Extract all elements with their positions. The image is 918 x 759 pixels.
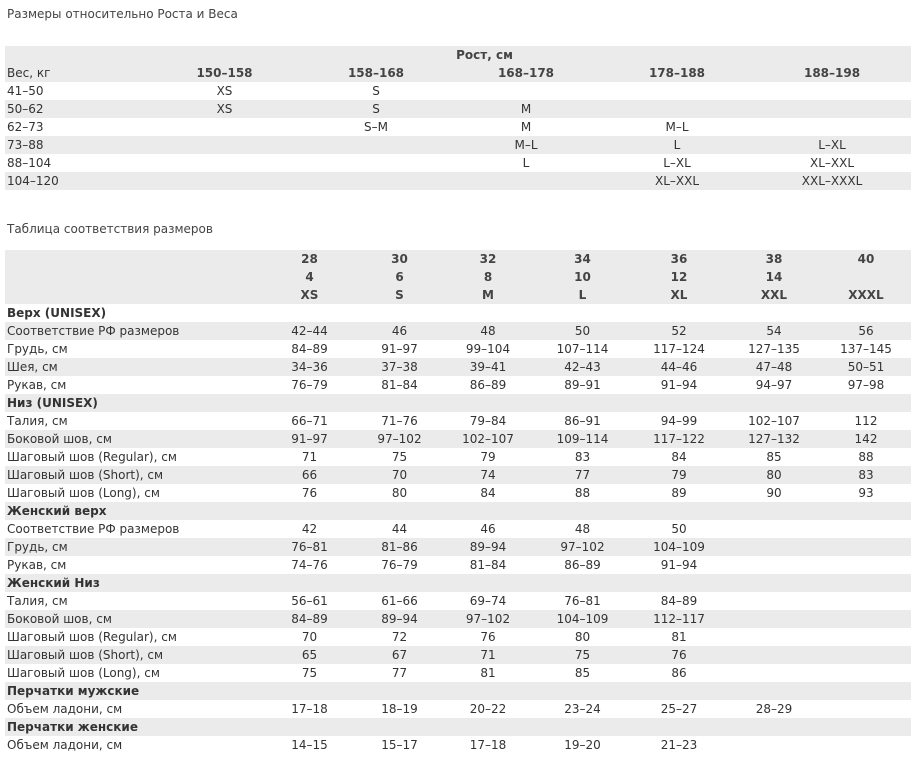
measurement-cell: 76–81: [564, 594, 601, 608]
measurement-cell: 102–107: [748, 414, 800, 428]
table-row: [5, 700, 911, 718]
measurement-label: Шаговый шов (Long), см: [7, 666, 160, 680]
measurement-cell: [821, 628, 911, 646]
measurement-cell: 50: [574, 324, 591, 338]
measurement-label: Соответствие РФ размеров: [7, 522, 180, 536]
size-cell: L–XL: [663, 156, 691, 170]
size-header-row: [5, 250, 911, 268]
table-row: [5, 358, 911, 376]
size-cell: XS: [216, 102, 233, 116]
table-row: [5, 664, 911, 682]
measurement-label: Боковой шов, см: [7, 432, 112, 446]
measurement-cell: 97–102: [377, 432, 422, 446]
size-cell: [301, 154, 451, 172]
size-header-row: [5, 286, 911, 304]
measurement-cell: 42–44: [291, 324, 328, 338]
measurement-cell: 137–145: [840, 342, 892, 356]
table-row: [5, 556, 911, 574]
size-header-cell: 10: [574, 270, 591, 284]
section-title: Перчатки женские: [7, 720, 138, 734]
measurement-cell: 81–84: [469, 558, 507, 572]
measurement-cell: 77: [574, 468, 591, 482]
measurement-cell: 86: [671, 666, 687, 680]
measurement-cell: 56: [858, 324, 874, 338]
measurement-cell: 127–132: [748, 432, 800, 446]
measurement-cell: 61–66: [381, 594, 418, 608]
measurement-cell: 90: [766, 486, 782, 500]
size-header-cell: S: [395, 288, 404, 302]
measurement-cell: 86–89: [469, 378, 507, 392]
section-title: Перчатки мужские: [7, 684, 140, 698]
measurement-cell: 88: [858, 450, 874, 464]
measurement-cell: 37–38: [381, 360, 418, 374]
measurement-cell: 85: [574, 666, 591, 680]
size-cell: [451, 82, 601, 100]
measurement-cell: 117–124: [653, 342, 705, 356]
measurement-cell: 70: [301, 630, 318, 644]
measurement-cell: [727, 664, 821, 682]
table-row: [5, 136, 911, 154]
measurement-cell: 23–24: [564, 702, 601, 716]
measurement-cell: 91–97: [291, 432, 328, 446]
section-title: Женский Низ: [7, 576, 100, 590]
section-title-row: [5, 718, 911, 736]
table-row: [5, 448, 911, 466]
size-cell: S–M: [364, 120, 388, 134]
measurement-cell: 83: [574, 450, 591, 464]
measurement-cell: [727, 628, 821, 646]
measurement-cell: 76–79: [381, 558, 418, 572]
measurement-cell: 25–27: [660, 702, 698, 716]
size-header-cell: [821, 268, 911, 286]
size-header-row: [5, 268, 911, 286]
size-header-cell: XS: [300, 288, 319, 302]
measurement-cell: 15–17: [381, 738, 418, 752]
measurement-cell: 127–135: [748, 342, 800, 356]
measurement-cell: 17–18: [291, 702, 328, 716]
measurement-cell: 75: [301, 666, 318, 680]
measurement-cell: 89: [671, 486, 687, 500]
weight-range-label: 41–50: [7, 84, 44, 98]
measurement-cell: 79–84: [469, 414, 507, 428]
measurement-cell: 66–71: [291, 414, 328, 428]
measurement-cell: 79: [671, 468, 687, 482]
measurement-cell: 84–89: [291, 342, 328, 356]
table-row: [5, 430, 911, 448]
size-header-cell: 40: [857, 252, 875, 266]
measurement-label: Боковой шов, см: [7, 612, 112, 626]
section-title-row: [5, 304, 911, 322]
size-header-cell: 30: [391, 252, 408, 266]
measurement-cell: 72: [391, 630, 408, 644]
measurement-cell: 76–79: [291, 378, 328, 392]
section-title-row: [5, 682, 911, 700]
measurement-cell: 91–97: [381, 342, 418, 356]
measurement-cell: 75: [574, 648, 591, 662]
size-cell: [148, 136, 301, 154]
size-cell: [753, 82, 911, 100]
size-cell: XL–XXL: [810, 156, 855, 170]
measurement-cell: 81: [480, 666, 496, 680]
measurement-cell: 42–43: [564, 360, 601, 374]
size-cell: S: [372, 102, 380, 116]
table-row: [5, 538, 911, 556]
size-cell: [148, 118, 301, 136]
measurement-cell: 84–89: [291, 612, 328, 626]
measurement-cell: 97–98: [847, 378, 885, 392]
measurement-label: Шаговый шов (Short), см: [7, 468, 164, 482]
measurement-cell: [821, 556, 911, 574]
table-row: [5, 340, 911, 358]
height-range-header: 178–188: [648, 66, 706, 80]
size-cell: [148, 172, 301, 190]
size-cell: M: [520, 120, 532, 134]
measurement-cell: 42: [301, 522, 318, 536]
size-cell: M: [520, 102, 532, 116]
measurement-label: Шаговый шов (Regular), см: [7, 450, 177, 464]
measurement-cell: 112: [854, 414, 878, 428]
size-cell: [451, 172, 601, 190]
measurement-cell: 94–97: [755, 378, 793, 392]
height-ranges-row: [5, 64, 911, 82]
table-row: [5, 118, 911, 136]
section-title: Верх (UNISEX): [7, 306, 107, 320]
measurement-cell: 71: [301, 450, 318, 464]
measurement-cell: 56–61: [291, 594, 328, 608]
measurement-cell: [727, 736, 821, 754]
measurement-cell: [727, 556, 821, 574]
section-title-row: [5, 394, 911, 412]
size-cell: L: [673, 138, 681, 152]
size-header-cell: 4: [305, 270, 314, 284]
size-cell: M–L: [665, 120, 689, 134]
measurement-cell: 79: [480, 450, 496, 464]
size-header-cell: 32: [479, 252, 497, 266]
measurement-cell: [727, 520, 821, 538]
measurement-cell: [821, 520, 911, 538]
size-correspondence-title: Таблица соответствия размеров: [7, 222, 213, 236]
measurement-cell: 91–94: [660, 378, 698, 392]
height-weight-table: [5, 46, 911, 190]
table-row: [5, 646, 911, 664]
measurement-cell: [821, 592, 911, 610]
measurement-cell: 71–76: [381, 414, 418, 428]
measurement-cell: 104–109: [556, 612, 609, 626]
measurement-cell: 97–102: [465, 612, 511, 626]
size-cell: XL–XXL: [654, 174, 700, 188]
table-row: [5, 82, 911, 100]
size-cell: [301, 136, 451, 154]
table-row: [5, 592, 911, 610]
size-cell: [301, 172, 451, 190]
measurement-cell: 102–107: [462, 432, 514, 446]
table-row: [5, 520, 911, 538]
measurement-cell: 81–84: [381, 378, 418, 392]
measurement-cell: 93: [858, 486, 874, 500]
size-header-cell: 28: [301, 252, 318, 266]
measurement-label: Шаговый шов (Long), см: [7, 486, 160, 500]
size-cell: M–L: [514, 138, 538, 152]
size-cell: [148, 154, 301, 172]
measurement-cell: 28–29: [755, 702, 793, 716]
measurement-label: Объем ладони, см: [7, 702, 123, 716]
measurement-cell: 80: [391, 486, 408, 500]
measurement-cell: 44–46: [660, 360, 698, 374]
measurement-label: Рукав, см: [7, 558, 67, 572]
size-correspondence-table: [5, 250, 911, 754]
table-row: [5, 466, 911, 484]
measurement-cell: 112–117: [653, 612, 705, 626]
section-title: Низ (UNISEX): [7, 396, 98, 410]
measurement-cell: [821, 736, 911, 754]
measurement-cell: 74–76: [291, 558, 328, 572]
measurement-cell: [727, 592, 821, 610]
height-range-header: 188–198: [803, 66, 861, 80]
section-title: Женский верх: [7, 504, 107, 518]
table-row: [5, 484, 911, 502]
measurement-label: Шаговый шов (Short), см: [7, 648, 164, 662]
size-header-cell: XXXL: [848, 288, 884, 302]
measurement-cell: 44: [391, 522, 408, 536]
measurement-cell: 48: [574, 522, 591, 536]
measurement-cell: 142: [854, 432, 878, 446]
measurement-cell: 107–114: [556, 342, 609, 356]
size-cell: [753, 100, 911, 118]
measurement-cell: 71: [480, 648, 496, 662]
measurement-label: Грудь, см: [7, 342, 68, 356]
measurement-cell: 20–22: [469, 702, 507, 716]
height-group-header: Рост, см: [456, 48, 513, 62]
measurement-label: Соответствие РФ размеров: [7, 324, 180, 338]
height-range-header: 150–158: [196, 66, 253, 80]
measurement-cell: 14–15: [291, 738, 328, 752]
size-cell: XS: [216, 84, 233, 98]
size-header-cell: 8: [483, 270, 493, 284]
measurement-cell: 99–104: [465, 342, 511, 356]
height-weight-title: Размеры относительно Роста и Веса: [7, 7, 238, 21]
measurement-cell: 81–86: [381, 540, 418, 554]
measurement-cell: 75: [391, 450, 408, 464]
size-header-cell: 12: [670, 270, 688, 284]
measurement-cell: 94–99: [660, 414, 698, 428]
table-row: [5, 412, 911, 430]
measurement-cell: [727, 646, 821, 664]
table-row: [5, 322, 911, 340]
size-cell: XXL–XXXL: [801, 174, 863, 188]
size-header-cell: M: [482, 288, 494, 302]
measurement-cell: 46: [480, 522, 496, 536]
measurement-cell: 84–89: [660, 594, 698, 608]
weight-range-label: 50–62: [7, 102, 44, 116]
measurement-cell: 88: [574, 486, 591, 500]
measurement-cell: [821, 664, 911, 682]
measurement-cell: 76: [671, 648, 687, 662]
measurement-cell: 46: [391, 324, 408, 338]
size-header-cell: L: [578, 288, 587, 302]
measurement-label: Талия, см: [7, 414, 68, 428]
size-header-cell: 38: [765, 252, 783, 266]
measurement-cell: 104–109: [653, 540, 705, 554]
measurement-cell: 74: [480, 468, 496, 482]
measurement-cell: 89–94: [469, 540, 507, 554]
measurement-cell: 84: [480, 486, 496, 500]
size-header-cell: XXL: [760, 288, 788, 302]
measurement-cell: 52: [671, 324, 687, 338]
measurement-cell: 18–19: [381, 702, 418, 716]
measurement-cell: 54: [766, 324, 782, 338]
measurement-cell: 50: [671, 522, 687, 536]
measurement-cell: 91–94: [660, 558, 698, 572]
measurement-cell: 117–122: [653, 432, 705, 446]
size-cell: [601, 100, 753, 118]
measurement-cell: 21–23: [660, 738, 698, 752]
measurement-label: Шея, см: [7, 360, 58, 374]
size-cell: L–XL: [818, 138, 846, 152]
measurement-cell: 34–36: [291, 360, 328, 374]
weight-header: Вес, кг: [7, 66, 51, 80]
measurement-cell: 84: [671, 450, 687, 464]
measurement-label: Объем ладони, см: [7, 738, 123, 752]
size-cell: [753, 118, 911, 136]
measurement-cell: 89–94: [381, 612, 418, 626]
table-row: [5, 100, 911, 118]
measurement-cell: 47–48: [755, 360, 793, 374]
measurement-cell: [821, 646, 911, 664]
measurement-cell: 17–18: [469, 738, 507, 752]
size-header-cell: 6: [395, 270, 404, 284]
size-header-cell: XL: [670, 288, 688, 302]
table-row: [5, 172, 911, 190]
measurement-cell: [821, 700, 911, 718]
weight-range-label: 88–104: [7, 156, 52, 170]
measurement-cell: [727, 610, 821, 628]
measurement-cell: 48: [480, 324, 496, 338]
measurement-cell: 109–114: [556, 432, 609, 446]
table-row: [5, 154, 911, 172]
measurement-label: Рукав, см: [7, 378, 67, 392]
size-cell: S: [372, 84, 380, 98]
measurement-label: Шаговый шов (Regular), см: [7, 630, 177, 644]
section-title-row: [5, 502, 911, 520]
measurement-cell: 77: [391, 666, 408, 680]
measurement-cell: 80: [766, 468, 782, 482]
table-row: [5, 736, 911, 754]
size-header-cell: 14: [765, 270, 783, 284]
measurement-cell: 83: [858, 468, 874, 482]
section-title-row: [5, 574, 911, 592]
measurement-cell: 86–91: [564, 414, 601, 428]
measurement-cell: 76: [301, 486, 318, 500]
size-header-cell: 34: [574, 252, 591, 266]
height-range-header: 158–168: [347, 66, 405, 80]
measurement-cell: 70: [391, 468, 408, 482]
measurement-cell: [821, 610, 911, 628]
weight-range-label: 73–88: [7, 138, 44, 152]
measurement-cell: [727, 538, 821, 556]
measurement-label: Грудь, см: [7, 540, 68, 554]
measurement-cell: 76: [480, 630, 496, 644]
measurement-cell: 65: [301, 648, 318, 662]
weight-range-label: 104–120: [7, 174, 59, 188]
measurement-label: Талия, см: [7, 594, 68, 608]
table-row: [5, 610, 911, 628]
measurement-cell: 69–74: [469, 594, 507, 608]
measurement-cell: 76–81: [291, 540, 328, 554]
height-range-header: 168–178: [497, 66, 555, 80]
measurement-cell: [821, 538, 911, 556]
measurement-cell: 97–102: [560, 540, 605, 554]
size-header-cell: 36: [670, 252, 688, 266]
measurement-cell: 50–51: [847, 360, 885, 374]
size-cell: L: [522, 156, 530, 170]
measurement-cell: 67: [391, 648, 408, 662]
measurement-cell: 89–91: [564, 378, 601, 392]
measurement-cell: 19–20: [564, 738, 601, 752]
table-row: [5, 376, 911, 394]
measurement-cell: 81: [671, 630, 687, 644]
measurement-cell: 66: [301, 468, 318, 482]
weight-range-label: 62–73: [7, 120, 44, 134]
measurement-cell: 85: [766, 450, 782, 464]
measurement-cell: 86–89: [564, 558, 601, 572]
height-group-header-row: [5, 46, 911, 64]
measurement-cell: 39–41: [469, 360, 507, 374]
table-row: [5, 628, 911, 646]
measurement-cell: 80: [574, 630, 591, 644]
size-cell: [601, 82, 753, 100]
